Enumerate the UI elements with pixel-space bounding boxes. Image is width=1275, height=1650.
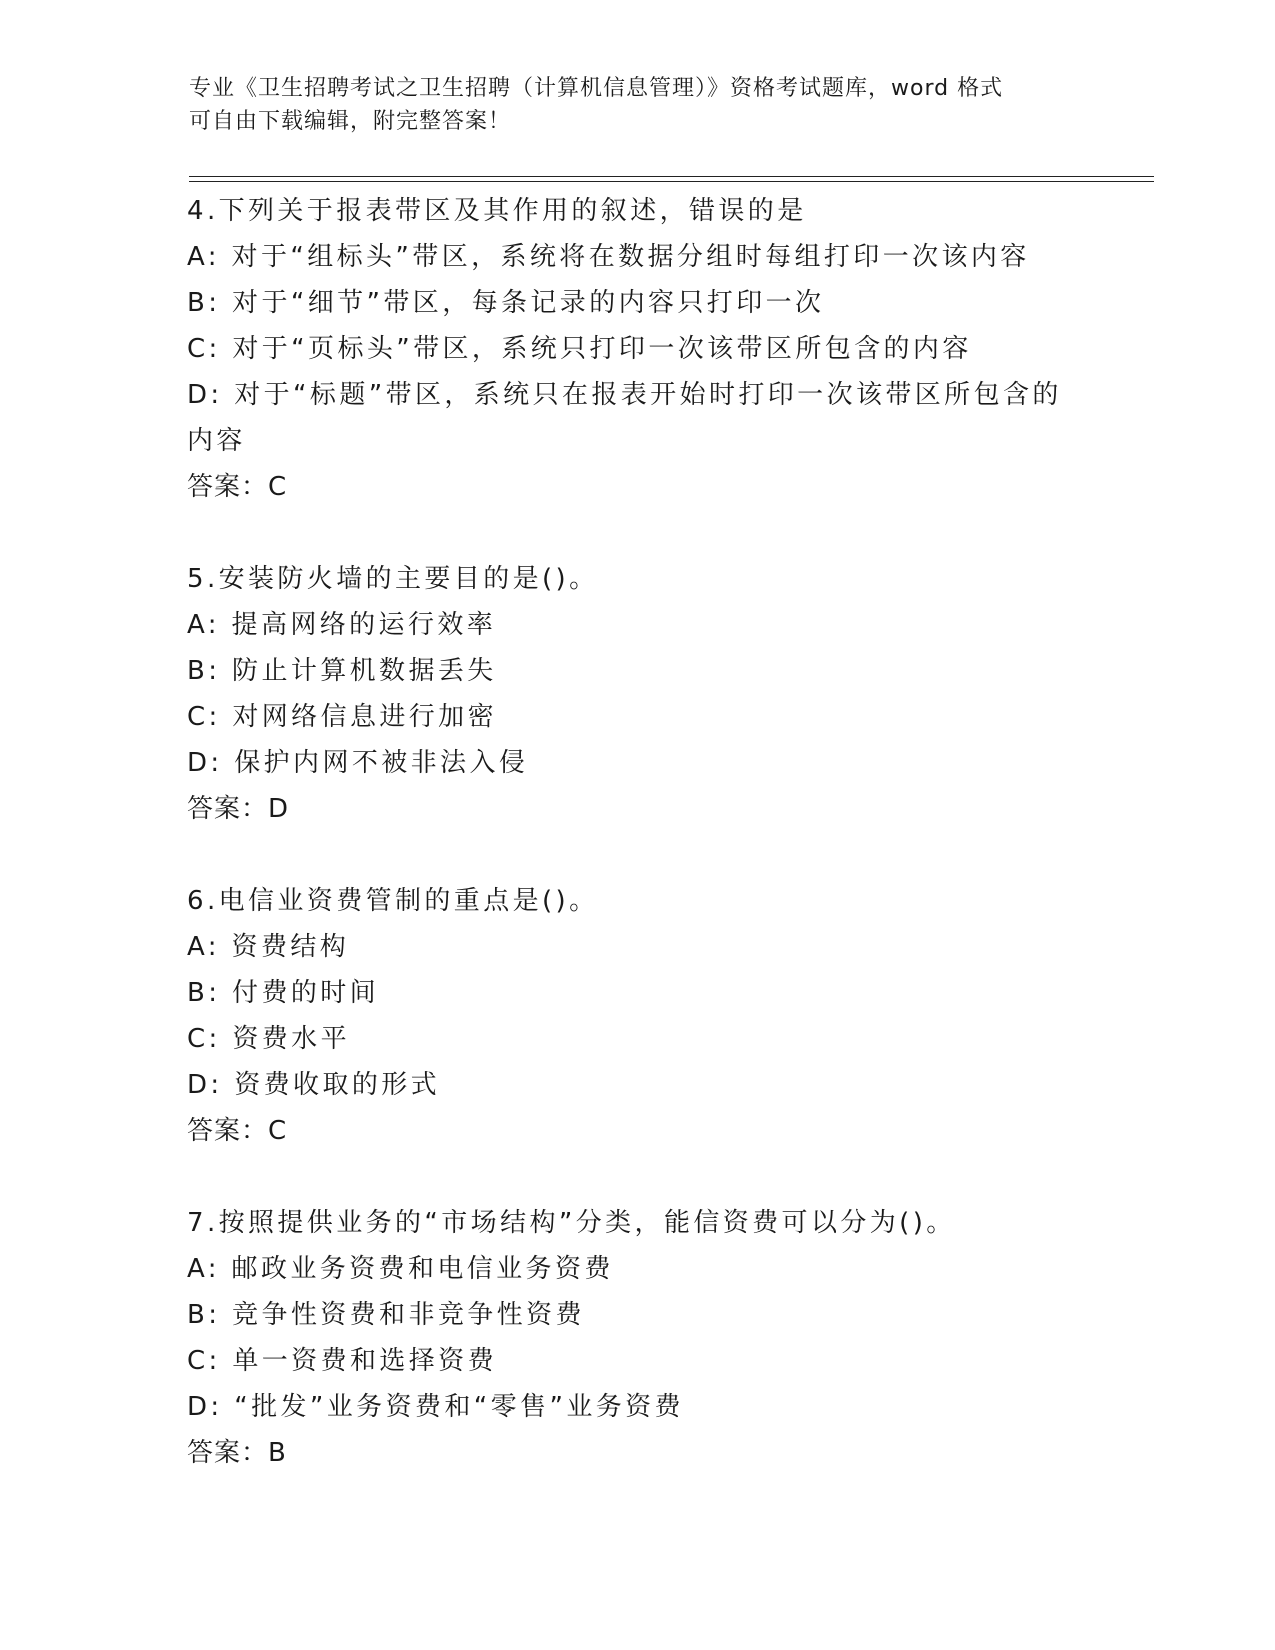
option-b: B: 付费的时间: [187, 978, 380, 1008]
option-d: D: 对于“标题”带区，系统只在报表开始时打印一次该带区所包含的: [187, 380, 1062, 410]
option-b: B: 对于“细节”带区，每条记录的内容只打印一次: [187, 288, 825, 318]
option-c: C: 单一资费和选择资费: [187, 1346, 497, 1376]
question-4: [187, 188, 1087, 510]
answer-label: 答案：C: [187, 472, 288, 502]
question-stem: 5.安装防火墙的主要目的是()。: [187, 564, 599, 594]
question-5: [187, 556, 1087, 832]
option-d: D: “批发”业务资费和“零售”业务资费: [187, 1392, 684, 1422]
option-a: A: 邮政业务资费和电信业务资费: [187, 1254, 614, 1284]
header-divider-top: [189, 176, 1154, 177]
option-c: C: 对网络信息进行加密: [187, 702, 497, 732]
answer-label: 答案：D: [187, 794, 290, 824]
option-a: A: 提高网络的运行效率: [187, 610, 497, 640]
option-a: A: 资费结构: [187, 932, 350, 962]
option-d: D: 保护内网不被非法入侵: [187, 748, 529, 778]
answer-label: 答案：C: [187, 1116, 288, 1146]
option-d: D: 资费收取的形式: [187, 1070, 441, 1100]
answer-label: 答案：B: [187, 1438, 287, 1468]
question-list: [187, 188, 1087, 1522]
question-6: [187, 878, 1087, 1154]
option-b: B: 竞争性资费和非竞争性资费: [187, 1300, 585, 1330]
header-line-2: 可自由下载编辑，附完整答案！: [189, 109, 512, 134]
option-c: C: 资费水平: [187, 1024, 350, 1054]
header-line-1: 专业《卫生招聘考试之卫生招聘（计算机信息管理）》资格考试题库，word 格式: [189, 76, 1004, 101]
option-c: C: 对于“页标头”带区，系统只打印一次该带区所包含的内容: [187, 334, 972, 364]
header-divider-bottom: [189, 181, 1154, 182]
option-a: A: 对于“组标头”带区，系统将在数据分组时每组打印一次该内容: [187, 242, 1030, 272]
question-stem: 7.按照提供业务的“市场结构”分类，能信资费可以分为()。: [187, 1208, 956, 1238]
option-b: B: 防止计算机数据丢失: [187, 656, 497, 686]
question-stem: 4.下列关于报表带区及其作用的叙述，错误的是: [187, 196, 807, 226]
document-header: [189, 72, 1089, 138]
question-7: [187, 1200, 1087, 1476]
question-stem: 6.电信业资费管制的重点是()。: [187, 886, 599, 916]
option-d-continuation: 内容: [187, 426, 246, 456]
